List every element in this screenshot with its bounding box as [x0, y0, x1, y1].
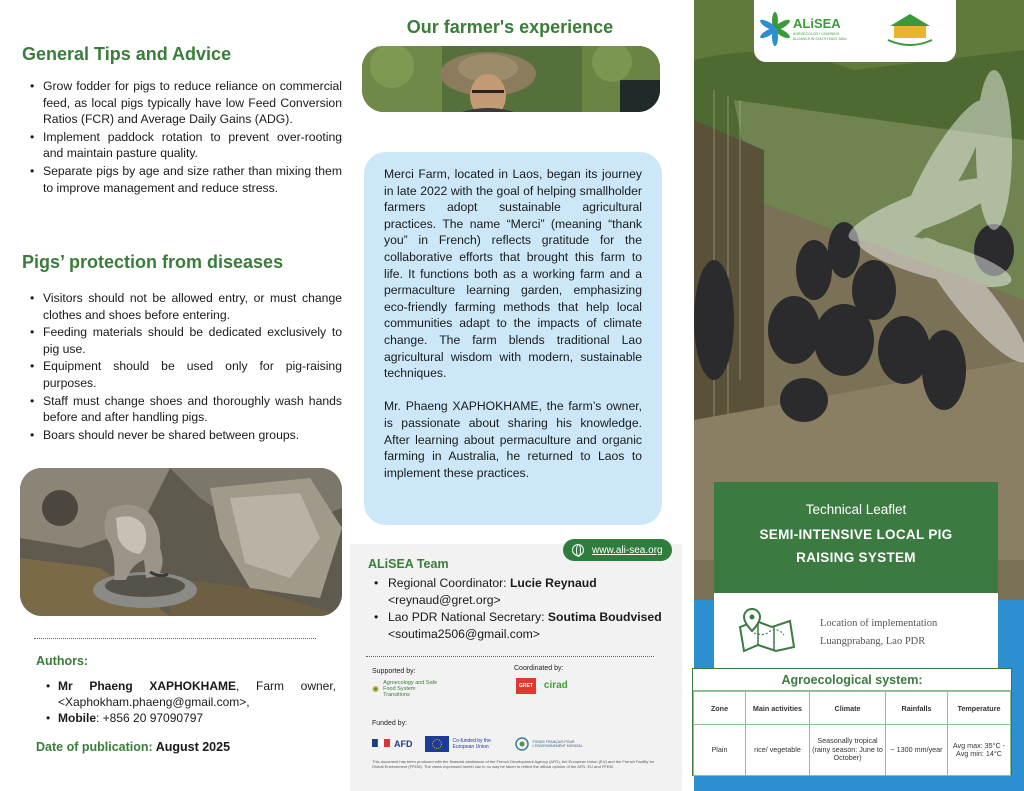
table-header-row	[694, 692, 1011, 725]
mobile-label: Mobile	[58, 711, 96, 725]
author-details: , Farm owner, <Xaphokham.phaeng@gmail.com>,	[58, 679, 336, 709]
authors-label: Authors:	[36, 654, 89, 668]
member-name: Soutima Boudvised	[547, 610, 662, 624]
table-header: Temperature	[948, 692, 1011, 725]
list-item: • Boars should never be shared between groups.	[28, 427, 342, 444]
author-name: Mr Phaeng XAPHOKHAME	[58, 679, 236, 693]
list-item: • Equipment should be used only for pig-raising purposes.	[28, 358, 342, 391]
asset-logo-icon	[372, 682, 379, 696]
experience-heading: Our farmer's experience	[406, 17, 614, 37]
member-name: Lucie Reynaud	[509, 576, 597, 590]
member-role: Regional Coordinator:	[388, 576, 510, 590]
team-list	[372, 575, 672, 643]
gret-logo: GRET	[516, 678, 536, 694]
map-pin-icon	[736, 607, 798, 653]
left-panel	[0, 0, 350, 791]
list-item: • Visitors should not be allowed entry, or must change clothes and shoes before entering.	[28, 290, 342, 323]
farmer-portrait-photo	[362, 46, 660, 112]
agro-table	[693, 691, 1011, 776]
divider	[366, 656, 654, 657]
story-paragraph: Merci Farm, located in Laos, began its journey in late 2022 with the goal of helping smallholder farmers adopt sustainable agricultural practices. The name “Merci” (meaning “thank you” in French) reflects gratitude for the collaborative efforts that brought this farm to life. It functions both as a working farm and a permaculture learning garden, emphasizing eco-friendly farming methods that help local communities adapt to the impacts of climate change. The farm blends traditional Lao agricultural wisdom with modern, sustainable techniques.	[384, 167, 642, 381]
tips-list	[28, 78, 342, 197]
author-item	[44, 678, 336, 710]
list-item: • Grow fodder for pigs to reduce reliance on commercial feed, as local pigs typically have low Feed Conversion Ratios (FCR) and Average Daily Gains (ADG).	[28, 78, 342, 128]
list-item: • Implement paddock rotation to prevent over-rooting and maintain pasture quality.	[28, 129, 342, 162]
cirad-logo: cirad	[543, 680, 568, 691]
team-heading: ALiSEA Team	[368, 557, 449, 571]
ffem-logo-icon	[515, 737, 529, 751]
eu-flag-icon	[425, 736, 449, 752]
supported-label: Supported by:	[372, 668, 416, 675]
location-text	[820, 615, 937, 651]
asset-logo	[372, 680, 442, 698]
leaflet-title-line: SEMI-INTENSIVE LOCAL PIG	[759, 527, 953, 542]
table-header: Zone	[694, 692, 746, 725]
coordinator-logos	[516, 678, 568, 694]
alisea-subtitle: AGROECOLOGY LEARNING ALLIANCE IN SOUTH EAST ASIA	[793, 32, 847, 41]
afd-logo: AFD	[394, 739, 413, 749]
logo-header-card	[754, 0, 956, 62]
french-republic-icon	[372, 737, 390, 751]
publication-label: Date of publication:	[36, 740, 153, 754]
coordinated-label: Coordinated by:	[514, 665, 564, 672]
pig-feeding-photo	[20, 468, 342, 616]
eu-logo-text: Co-funded by the European Union	[452, 738, 491, 750]
team-member	[372, 609, 672, 643]
protection-heading: Pigs’ protection from diseases	[22, 252, 284, 272]
asset-logo-text: Agroecology and Safe Food System Transitions	[383, 680, 438, 698]
authors-list	[44, 678, 336, 726]
leaflet-label: Technical Leaflet	[805, 502, 907, 517]
table-cell: ~ 1300 mm/year	[886, 725, 948, 776]
table-cell: Plain	[694, 725, 746, 776]
agroecological-table-box	[692, 668, 1012, 776]
funder-logos	[372, 736, 603, 752]
table-header: Main activities	[746, 692, 810, 725]
table-cell: Seasonally tropical (rainy season: June to October)	[810, 725, 886, 776]
list-item: • Feeding materials should be dedicated exclusively to pig use.	[28, 324, 342, 357]
website-link[interactable]	[563, 539, 672, 561]
story-paragraph: Mr. Phaeng XAPHOKHAME, the farm’s owner, is passionate about sharing his knowledge. After learning about permaculture and organic farming in Australia, he returned to Laos to implement these practices.	[384, 399, 642, 480]
publication-date	[36, 740, 230, 754]
mobile-number: : +856 20 97090797	[96, 711, 204, 725]
member-role: Lao PDR National Secretary:	[388, 610, 548, 624]
leaflet-title-line: RAISING SYSTEM	[796, 550, 916, 565]
table-row	[694, 725, 1011, 776]
funding-disclaimer: This document has been produced with the financial assistance of the French Development Agency (AFD), the European Union (EU) and the French Facility for Global Environment (FFEM). The views expressed herein can in no way be taken to reflect the official opinion of the AFD, EU and FFEM.	[372, 759, 655, 769]
location-label: Location of implementation	[820, 618, 938, 629]
farm-story-panel	[364, 152, 662, 525]
divider	[34, 638, 316, 639]
tips-heading: General Tips and Advice	[22, 44, 232, 64]
funded-label: Funded by:	[372, 720, 408, 727]
ffem-logo-text: FONDS FRANÇAIS POUR L'ENVIRONNEMENT MONDIAL	[532, 739, 583, 748]
table-header: Climate	[810, 692, 886, 725]
list-item: • Staff must change shoes and thoroughly wash hands before and after handling pigs.	[28, 393, 342, 426]
protection-list	[28, 290, 342, 444]
team-member	[372, 575, 672, 609]
member-email: <soutima2506@gmail.com>	[388, 627, 540, 641]
alisea-name: ALiSEA	[793, 16, 841, 31]
lao-partner-logo-icon	[884, 10, 936, 50]
agro-title: Agroecological system:	[693, 669, 1011, 691]
table-cell: Avg max: 35°C - Avg min: 14°C	[948, 725, 1011, 776]
publication-value: August 2025	[155, 740, 231, 754]
table-header: Rainfalls	[886, 692, 948, 725]
globe-icon	[572, 544, 584, 556]
alisea-flower-icon	[758, 12, 792, 46]
table-cell: rice/ vegetable	[746, 725, 810, 776]
website-url[interactable]: www.ali-sea.org	[592, 544, 663, 556]
author-item	[44, 710, 336, 726]
location-box	[714, 593, 998, 669]
leaflet-title	[714, 523, 998, 569]
leaflet-title-box	[714, 482, 998, 593]
member-email: <reynaud@gret.org>	[388, 593, 501, 607]
list-item: • Separate pigs by age and size rather than mixing them to improve management and reduce stress.	[28, 163, 342, 196]
location-value: Luangprabang, Lao PDR	[820, 636, 926, 647]
